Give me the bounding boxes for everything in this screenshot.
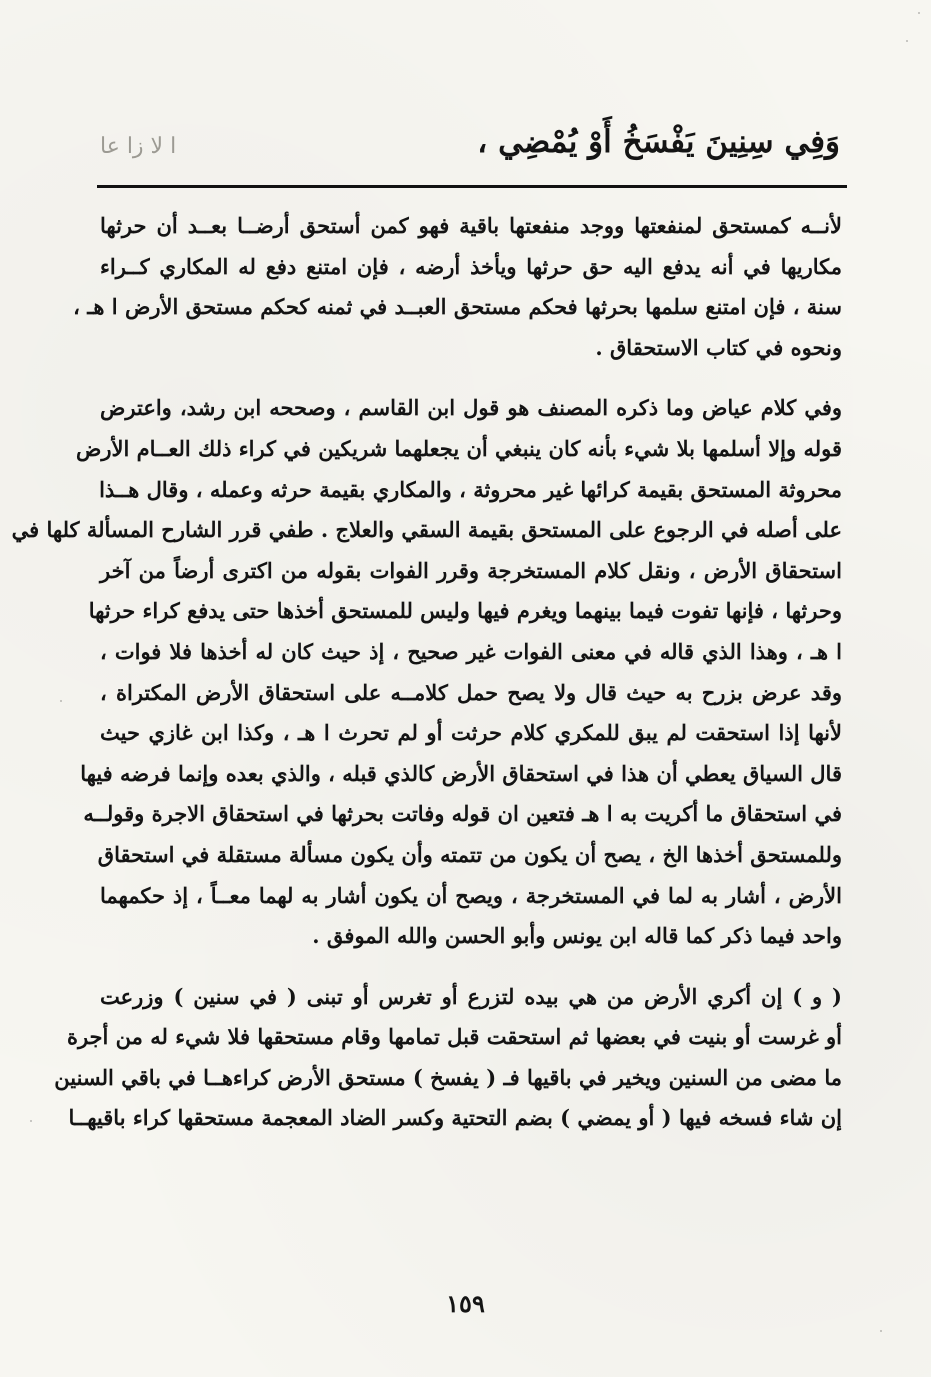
paragraph-gap <box>100 368 842 388</box>
text-line: ( و ) إن أكري الأرض من هي بيده لتزرع أو تغرس أو تبنى ( في سنين ) وزرعت <box>100 983 842 1009</box>
text-line: وحرثها ، فإنها تفوت فيما بينهما ويغرم فيها وليس للمستحق أخذها حتى يدفع كراء حرثها <box>88 598 842 624</box>
header-rule <box>97 185 847 188</box>
text-line: الأرض ، أشار به لما في المستخرجة ، ويصح أن يكون أشار به لهما معــاً ، إذ حكمهما <box>100 882 842 908</box>
text-line: سنة ، فإن امتنع سلمها بحرثها فحكم مستحق العبــد في ثمنه كحكم مستحق الأرض ا هـ ، <box>73 294 842 320</box>
scan-speck <box>906 40 908 42</box>
text-line: وفي كلام عياض وما ذكره المصنف هو قول ابن القاسم ، وصححه ابن رشد، واعترض <box>100 395 842 421</box>
text-line: قوله وإلا أسلمها بلا شيء بأنه كان ينبغي أن يجعلهما شريكين في كراء ذلك العــام الأرض <box>75 435 842 461</box>
text-line: إن شاء فسخه فيها ( أو يمضي ) بضم التحتية وكسر الضاد المعجمة مستحقها كراء باقيهــا <box>68 1105 842 1131</box>
paragraph-2 <box>11 388 842 956</box>
text-line: وقد عرض بزرح به حيث قال ولا يصح حمل كلامــه على استحقاق الأرض المكتراة ، <box>100 679 842 705</box>
text-line: ما مضى من السنين ويخير في باقيها فـ ( يفسخ ) مستحق الأرض كراءهــا في باقي السنين <box>54 1064 842 1090</box>
text-line: قال السياق يعطي أن هذا في استحقاق الأرض كالذي قبله ، والذي بعده وإنما فرضه فيها <box>80 760 842 786</box>
text-line: محروثة المستحق بقيمة كرائها غير محروثة ، والمكاري بقيمة حرثه وعمله ، وقال هــذا <box>99 476 842 502</box>
text-line: واحد فيما ذكر كما قاله ابن يونس وأبو الحسن والله الموفق . <box>312 923 842 949</box>
page-header <box>100 118 840 178</box>
scan-speck <box>918 12 920 14</box>
text-line: وللمستحق أخذها الخ ، يصح أن يكون من تتمته وأن يكون مسألة مستقلة في استحقاق <box>97 841 842 867</box>
text-line: ونحوه في كتاب الاستحقاق . <box>595 334 842 360</box>
paragraph-3 <box>54 977 842 1139</box>
text-line: على أصله في الرجوع على المستحق بقيمة السقي والعلاج . طفي قرر الشارح المسألة كلها في <box>11 517 842 543</box>
scan-speck <box>30 1120 32 1122</box>
text-line: لأنها إذا استحقت لم يبق للمكري كلام حرثت أو لم تحرث ا هـ ، وكذا ابن غازي حيث <box>100 720 842 746</box>
text-line: مكاريها في أنه يدفع اليه حق حرثها ويأخذ أرضه ، فإن امتنع دفع له المكاري كــراء <box>100 253 842 279</box>
scan-speck <box>60 700 62 702</box>
paragraph-gap <box>100 957 842 977</box>
text-line: في استحقاق ما أكريت به ا هـ فتعين ان قوله وفاتت بحرثها في استحقاق الاجرة وقولــه <box>83 801 842 827</box>
document-body <box>11 206 842 1139</box>
paragraph-1 <box>73 206 842 368</box>
header-faded-text: ا لا زا عا <box>100 134 177 159</box>
text-line: استحقاق الأرض ، ونقل كلام المستخرجة وقرر الفوات بقوله من اكترى أرضاً من آخر <box>100 557 842 583</box>
page-number: ١٥٩ <box>446 1289 485 1318</box>
text-line: ا هـ ، وهذا الذي قاله في معنى الفوات غير صحيح ، إذ حيث كان له أخذها فلا فوات ، <box>100 638 842 664</box>
text-line: أو غرست أو بنيت في بعضها ثم استحقت قبل تمامها وقام مستحقها فلا شيء له من أجرة <box>66 1024 842 1050</box>
header-verse: وَفِي سِنِينَ يَفْسَخُ أَوْ يُمْضِي ، <box>477 124 840 160</box>
scan-speck <box>880 1330 882 1332</box>
text-line: لأنــه كمستحق لمنفعتها ووجد منفعتها باقية فهو كمن أستحق أرضــا بعــد أن حرثها <box>100 213 842 238</box>
